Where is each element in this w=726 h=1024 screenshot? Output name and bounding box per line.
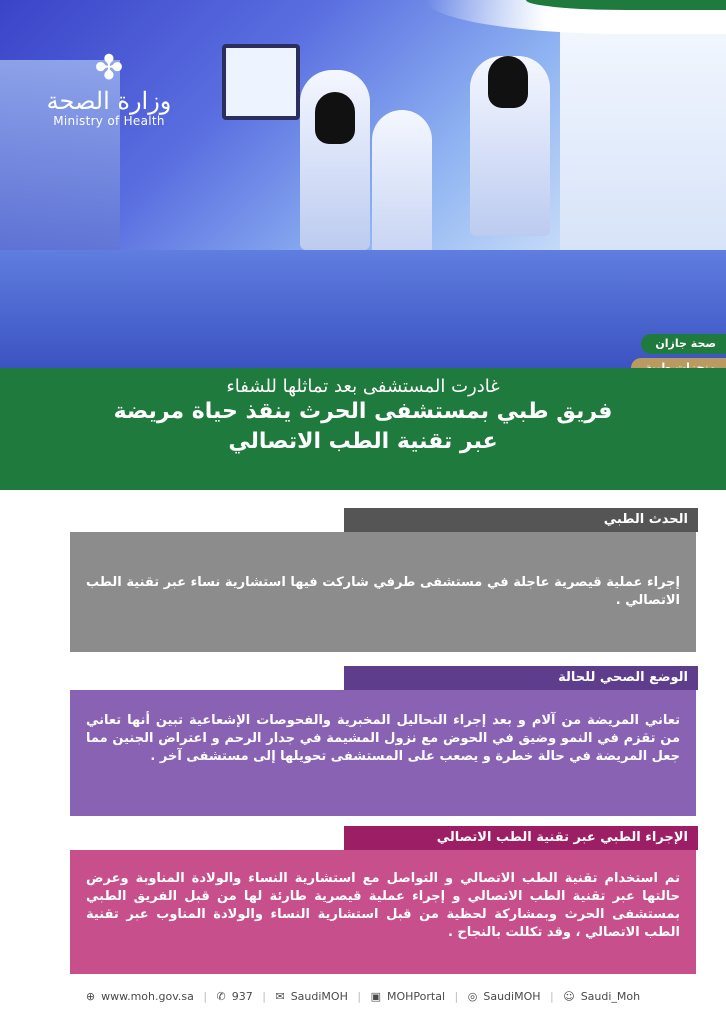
globe-icon: ⊕ (85, 990, 96, 1003)
banner-title-line1: فريق طبي بمستشفى الحرث ينقذ حياة مريضة (113, 399, 613, 424)
section-heading-procedure: الإجراء الطبي عبر تقنية الطب الاتصالي (344, 826, 698, 850)
title-banner (0, 368, 726, 490)
staff-head (315, 92, 355, 144)
phone-icon: ✆ (216, 990, 226, 1003)
portal-icon: ▣ (370, 990, 381, 1003)
footer-separator: | (550, 990, 554, 1003)
footer-phone[interactable]: 937 (231, 990, 253, 1003)
section-text-event: إجراء عملية قيصرية عاجلة في مستشفى طرفي شاركت فيها استشارية نساء عبر تقنية الطب الاتصالي . (70, 532, 696, 652)
footer-contacts (0, 990, 726, 1010)
section-text-condition: تعاني المريضة من آلام و بعد إجراء التحاليل المخبرية والفحوصات الإشعاعية تبين أنها تعاني من تقزم في النمو وضيق في الحوض مع نزول المشيمة في جدار الرحم و اعتراض الجنين مما جعل المريضة في حالة خطرة و يصعب على المستشفى تحويلها إلى مستشفى آخر . (70, 690, 696, 816)
section-text-procedure: تم استخدام تقنية الطب الاتصالي و التواصل مع استشارية النساء والولادة المناوبة وعرض حالتها عبر تقنية الطب الاتصالي و إجراء عملية قيصرية طارئة لها من قبل الفريق الطبي بمستشفى الحرث وبمشاركة لحظية من قبل استشارية النساء والولادة المناوب عبر تقنية الطب الاتصالي ، وقد تكللت بالنجاح . (70, 850, 696, 974)
medical-monitor (222, 44, 300, 120)
instagram-icon: ◎ (467, 990, 478, 1003)
logo-english: Ministry of Health (53, 114, 165, 128)
footer-website[interactable]: www.moh.gov.sa (101, 990, 194, 1003)
hero-photo (0, 0, 726, 370)
snapchat-icon: ☺ (563, 990, 575, 1003)
footer-snapchat[interactable]: Saudi_Moh (580, 990, 641, 1003)
palm-logo-icon: ✤ (94, 48, 124, 88)
tag-region: صحة جازان (641, 334, 726, 354)
section-heading-condition: الوضع الصحي للحالة (344, 666, 698, 690)
footer-separator: | (262, 990, 266, 1003)
moh-logo (44, 48, 174, 128)
footer-instagram[interactable]: SaudiMOH (483, 990, 541, 1003)
footer-twitter[interactable]: SaudiMOH (290, 990, 348, 1003)
footer-separator: | (454, 990, 459, 1003)
footer-separator: | (357, 990, 362, 1003)
footer-portal[interactable]: MOHPortal (386, 990, 446, 1003)
hospital-bed (0, 250, 726, 370)
footer-separator: | (203, 990, 208, 1003)
banner-title-line2: عبر تقنية الطب الاتصالي (228, 429, 498, 454)
twitter-icon: ✉ (275, 990, 285, 1003)
logo-arabic: وزارة الصحة (46, 87, 172, 115)
section-heading-event: الحدث الطبي (344, 508, 698, 532)
banner-subtitle: غادرت المستشفى بعد تماثلها للشفاء (226, 376, 500, 397)
staff-head (488, 56, 528, 108)
